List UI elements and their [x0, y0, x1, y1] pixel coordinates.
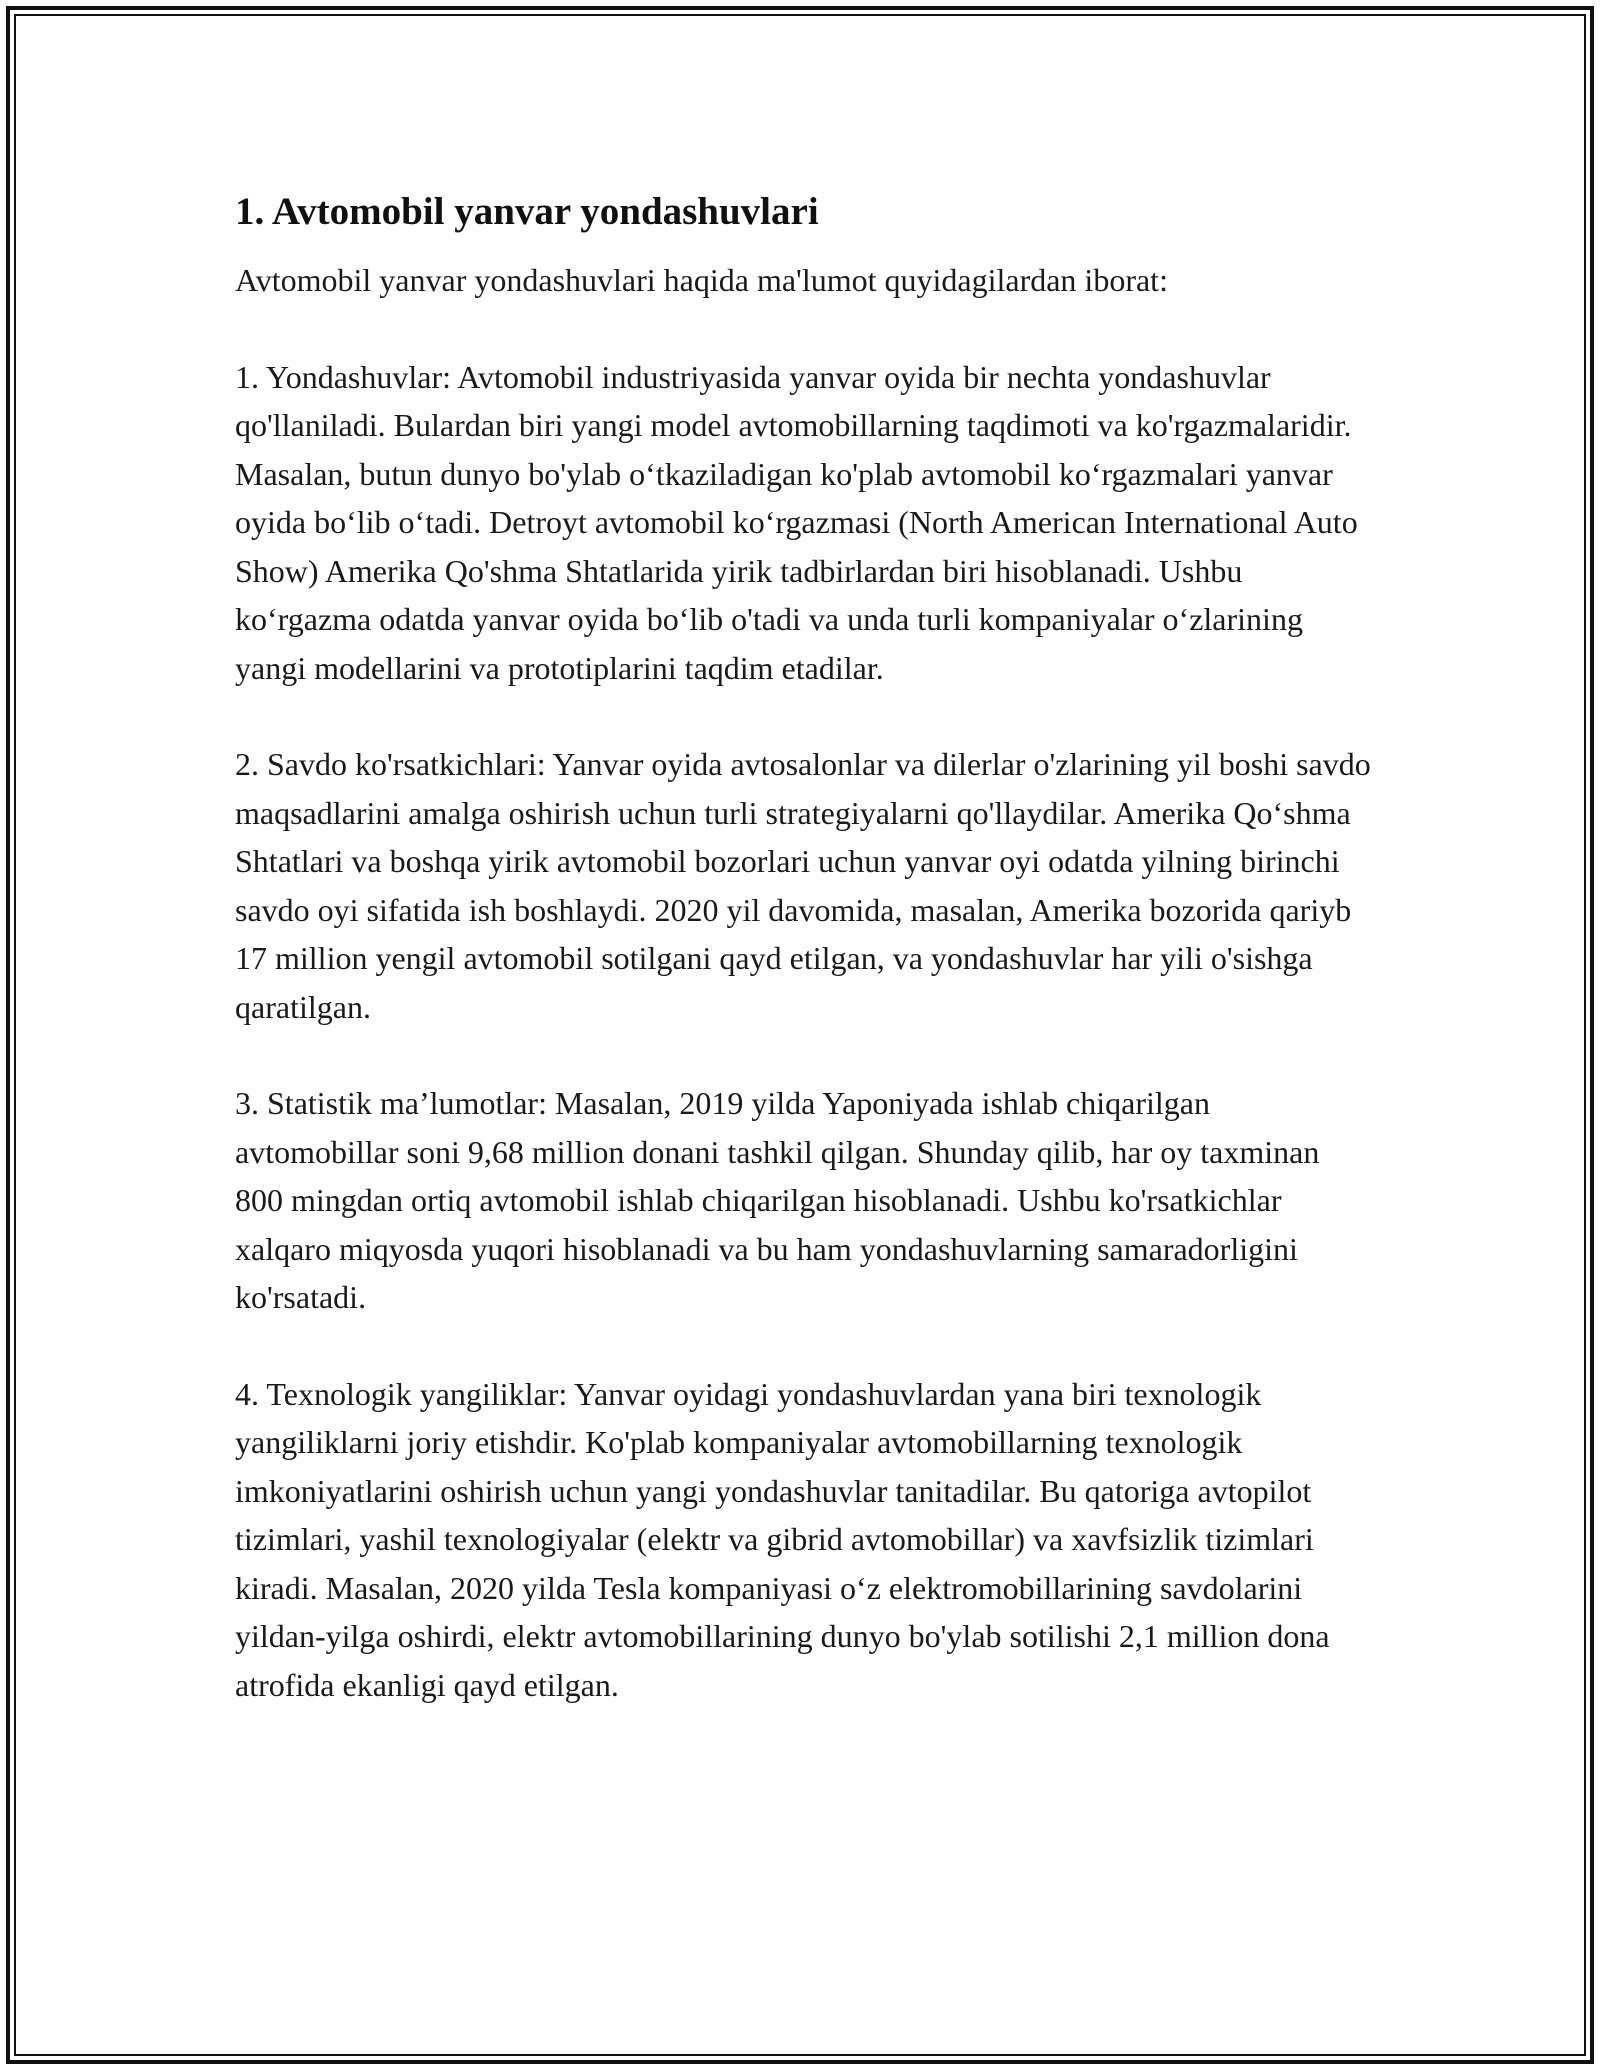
list-item — [235, 1079, 1375, 1322]
page-title: 1. Avtomobil yanvar yondashuvlari — [235, 190, 819, 233]
list-item-number: 1. — [235, 358, 266, 395]
list-item — [235, 353, 1375, 693]
list-item-text: Statistik ma’lumotlar: Masalan, 2019 yilda Yaponiyada ishlab chiqarilgan avtomobillar soni 9,68 million donani tashkil qilgan. Shunday qilib, har oy taxminan 800 mingdan ortiq avtomobil ishlab chiqarilgan hisoblanadi. Ushbu ko'rsatkichlar xalqaro miqyosda yuqori hisoblanadi va bu ham yondashuvlarning samaradorligini ko'rsatadi. — [235, 1085, 1320, 1315]
list-item-number: 3. — [235, 1085, 267, 1121]
list-item-text: Texnologik yangiliklar: Yanvar oyidagi yondashuvlardan yana biri texnologik yangiliklarni joriy etishdir. Ko'plab kompaniyalar avtomobillarning texnologik imkoniyatlarini oshirish uchun yangi yondashuvlar tanitadilar. Bu qatoriga avtopilot tizimlari, yashil texnologiyalar (elektr va gibrid avtomobillar) va xavfsizlik tizimlari kiradi. Masalan, 2020 yilda Tesla kompaniyasi o‘z elektromobillarining savdolarini yildan-yilga oshirdi, elektr avtomobillarining dunyo bo'ylab sotilishi 2,1 million dona atrofida ekanligi qayd etilgan. — [235, 1375, 1330, 1703]
list-item-text: Savdo ko'rsatkichlari: Yanvar oyida avtosalonlar va dilerlar o'zlarining yil boshi savdo maqsadlarini amalga oshirish uchun turli strategiyalarni qo'llaydilar. Amerika Qo‘shma Shtatlari va boshqa yirik avtomobil bozorlari uchun yanvar oyi odatda yilning birinchi savdo oyi sifatida ish boshlaydi. 2020 yil davomida, masalan, Amerika bozorida qariyb 17 million yengil avtomobil sotilgani qayd etilgan, va yondashuvlar har yili o'sishga qaratilgan. — [235, 746, 1371, 1025]
intro-paragraph: Avtomobil yanvar yondashuvlari haqida ma'lumot quyidagilardan iborat: — [235, 262, 1168, 298]
list-item-number: 4. — [235, 1375, 267, 1412]
list-item-text: Yondashuvlar: Avtomobil industriyasida yanvar oyida bir nechta yondashuvlar qo'llaniladi. Bulardan biri yangi model avtomobillarning taqdimoti va ko'rgazmalaridir. Masalan, butun dunyo bo'ylab o‘tkaziladigan ko'plab avtomobil ko‘rgazmalari yanvar oyida bo‘lib o‘tadi. Detroyt avtomobil ko‘rgazmasi (North American International Auto Show) Amerika Qo'shma Shtatlarida yirik tadbirlardan biri hisoblanadi. Ushbu ko‘rgazma odatda yanvar oyida bo‘lib o'tadi va unda turli kompaniyalar o‘zlarining yangi modellarini va prototiplarini taqdim etadilar. — [235, 358, 1358, 686]
list-item — [235, 740, 1375, 1031]
list-item-number: 2. — [235, 746, 267, 782]
document-body — [235, 186, 1375, 1757]
list-item — [235, 1370, 1375, 1710]
